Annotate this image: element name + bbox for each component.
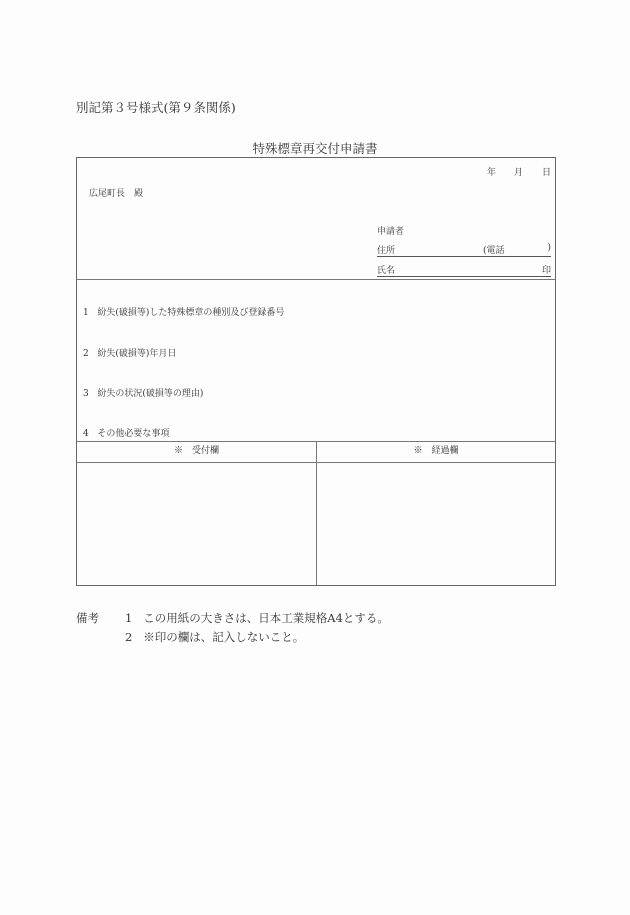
item-other-matters[interactable] xyxy=(83,426,169,439)
item-number: 3 xyxy=(83,389,89,399)
divider xyxy=(77,279,555,280)
remark-note xyxy=(125,629,304,645)
progress-column-header: ※ 経過欄 xyxy=(413,446,459,456)
item-label: 紛失の状況(破損等の理由) xyxy=(97,389,204,399)
form-title: 特殊標章再交付申請書 xyxy=(252,141,378,156)
remark-text: この用紙の大きさは、日本工業規格A4とする。 xyxy=(143,611,389,625)
phone-label: (電話 xyxy=(483,246,505,256)
progress-column-cell[interactable] xyxy=(317,463,555,585)
name-label: 氏名 xyxy=(377,266,396,276)
remark-note xyxy=(125,610,389,626)
item-lost-circumstances[interactable] xyxy=(83,386,203,399)
form-reference-note: 別記第３号様式(第９条関係) xyxy=(76,100,236,115)
item-label: 紛失(破損等)した特殊標章の種別及び登録番号 xyxy=(97,308,285,318)
item-number: 2 xyxy=(83,349,89,359)
remark-number: 2 xyxy=(125,630,133,644)
remark-number: 1 xyxy=(125,611,133,625)
addressee: 広尾町長 殿 xyxy=(89,189,144,199)
item-label: 紛失(破損等)年月日 xyxy=(97,349,177,359)
application-form-table xyxy=(76,157,556,586)
reception-column-cell[interactable] xyxy=(77,463,316,585)
item-lost-date[interactable] xyxy=(83,346,176,359)
date-year-field[interactable]: 年 xyxy=(487,168,497,178)
date-month-field[interactable]: 月 xyxy=(514,168,524,178)
item-label: その他必要な事項 xyxy=(97,429,170,439)
remarks-label: 備考 xyxy=(76,611,99,625)
item-number: 4 xyxy=(83,429,89,439)
reception-column-header: ※ 受付欄 xyxy=(173,446,219,456)
item-lost-badge-type[interactable] xyxy=(83,305,284,318)
phone-close-paren: ) xyxy=(547,243,551,253)
name-field[interactable] xyxy=(377,263,551,277)
seal-mark: 印 xyxy=(541,266,551,276)
date-day-field[interactable]: 日 xyxy=(542,168,552,178)
address-label: 住所 xyxy=(377,246,396,256)
remark-text: ※印の欄は、記入しないこと。 xyxy=(143,630,305,644)
applicant-label: 申請者 xyxy=(377,227,405,237)
address-field[interactable] xyxy=(377,243,551,257)
item-number: 1 xyxy=(83,308,89,318)
